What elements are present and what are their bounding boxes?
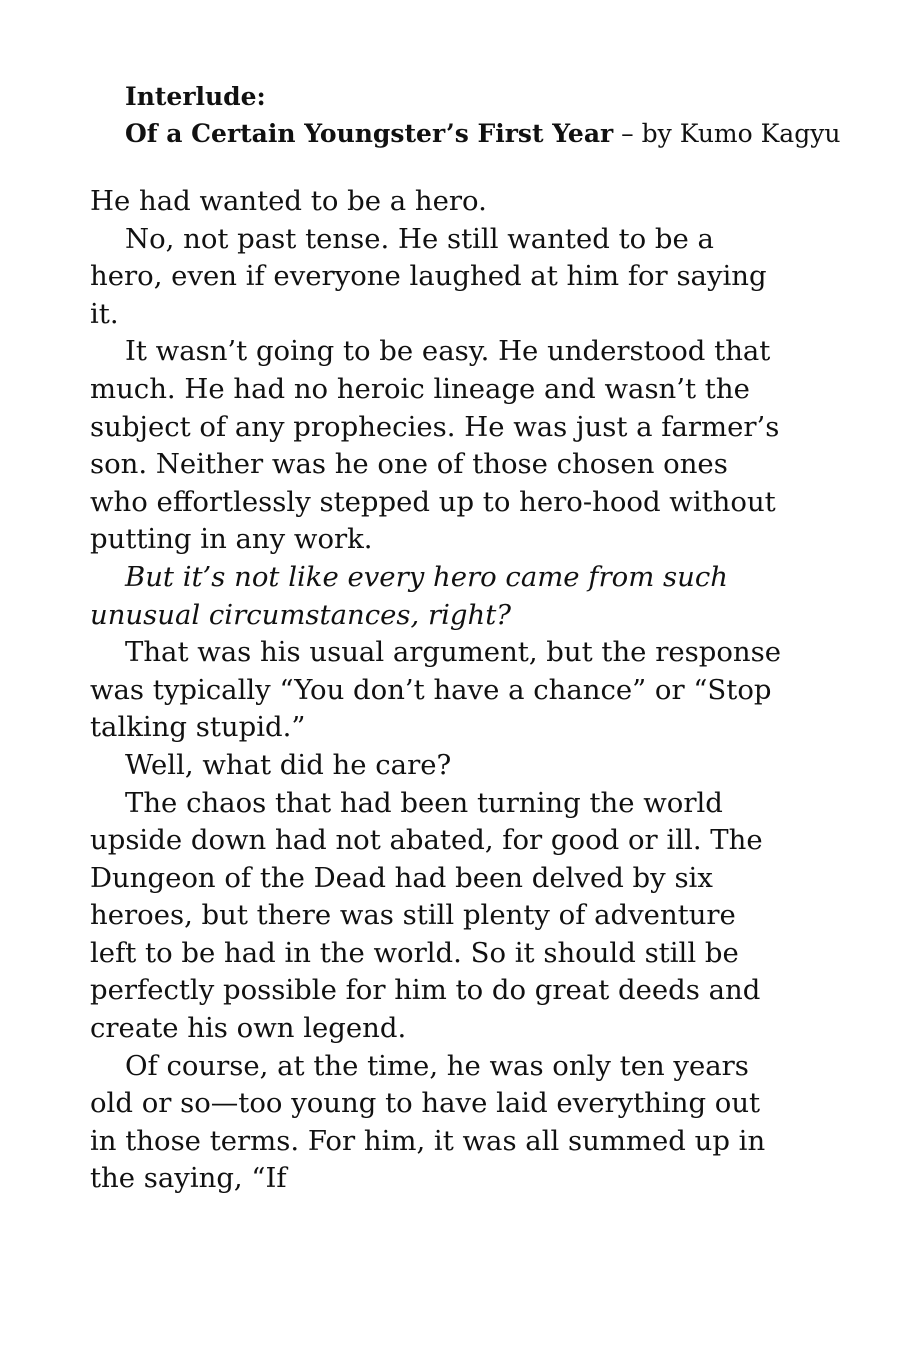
chapter-title: Of a Certain Youngster’s First Year <box>125 119 614 148</box>
paragraph: Of course, at the time, he was only ten years old or so—too young to have laid everything out in those terms. For him, it was all summed up in the saying, “If <box>90 1049 766 1195</box>
chapter-title-line <box>125 115 841 152</box>
author-name: Kumo Kagyu <box>679 119 841 148</box>
paragraph: He had wanted to be a hero. <box>90 185 487 217</box>
paragraph: Well, what did he care? <box>125 748 452 781</box>
chapter-heading <box>125 78 841 152</box>
book-page <box>90 78 841 1198</box>
paragraph: It wasn’t going to be easy. He understood that much. He had no heroic lineage and wasn’t the subject of any prophecies. He was just a farmer’s son. Neither was he one of those chosen ones who effortlessly stepped up to hero-hood without putting in any work. <box>90 335 780 556</box>
interlude-label: Interlude: <box>125 82 266 111</box>
paragraph: The chaos that had been turning the world upside down had not abated, for good or ill. The Dungeon of the Dead had been delved by six heroes, but there was still plenty of adventure left to be had in the world. So it should still be perfectly possible for him to do great deeds and create his own legend. <box>90 786 763 1045</box>
paragraph: That was his usual argument, but the response was typically “You don’t have a chance” or “Stop talking stupid.” <box>90 636 781 744</box>
paragraph: No, not past tense. He still wanted to be a hero, even if everyone laughed at him for saying it. <box>90 222 767 330</box>
chapter-body <box>90 183 790 1198</box>
title-separator: – by <box>613 119 680 148</box>
italic-paragraph: But it’s not like every hero came from such unusual circumstances, right? <box>90 560 728 631</box>
